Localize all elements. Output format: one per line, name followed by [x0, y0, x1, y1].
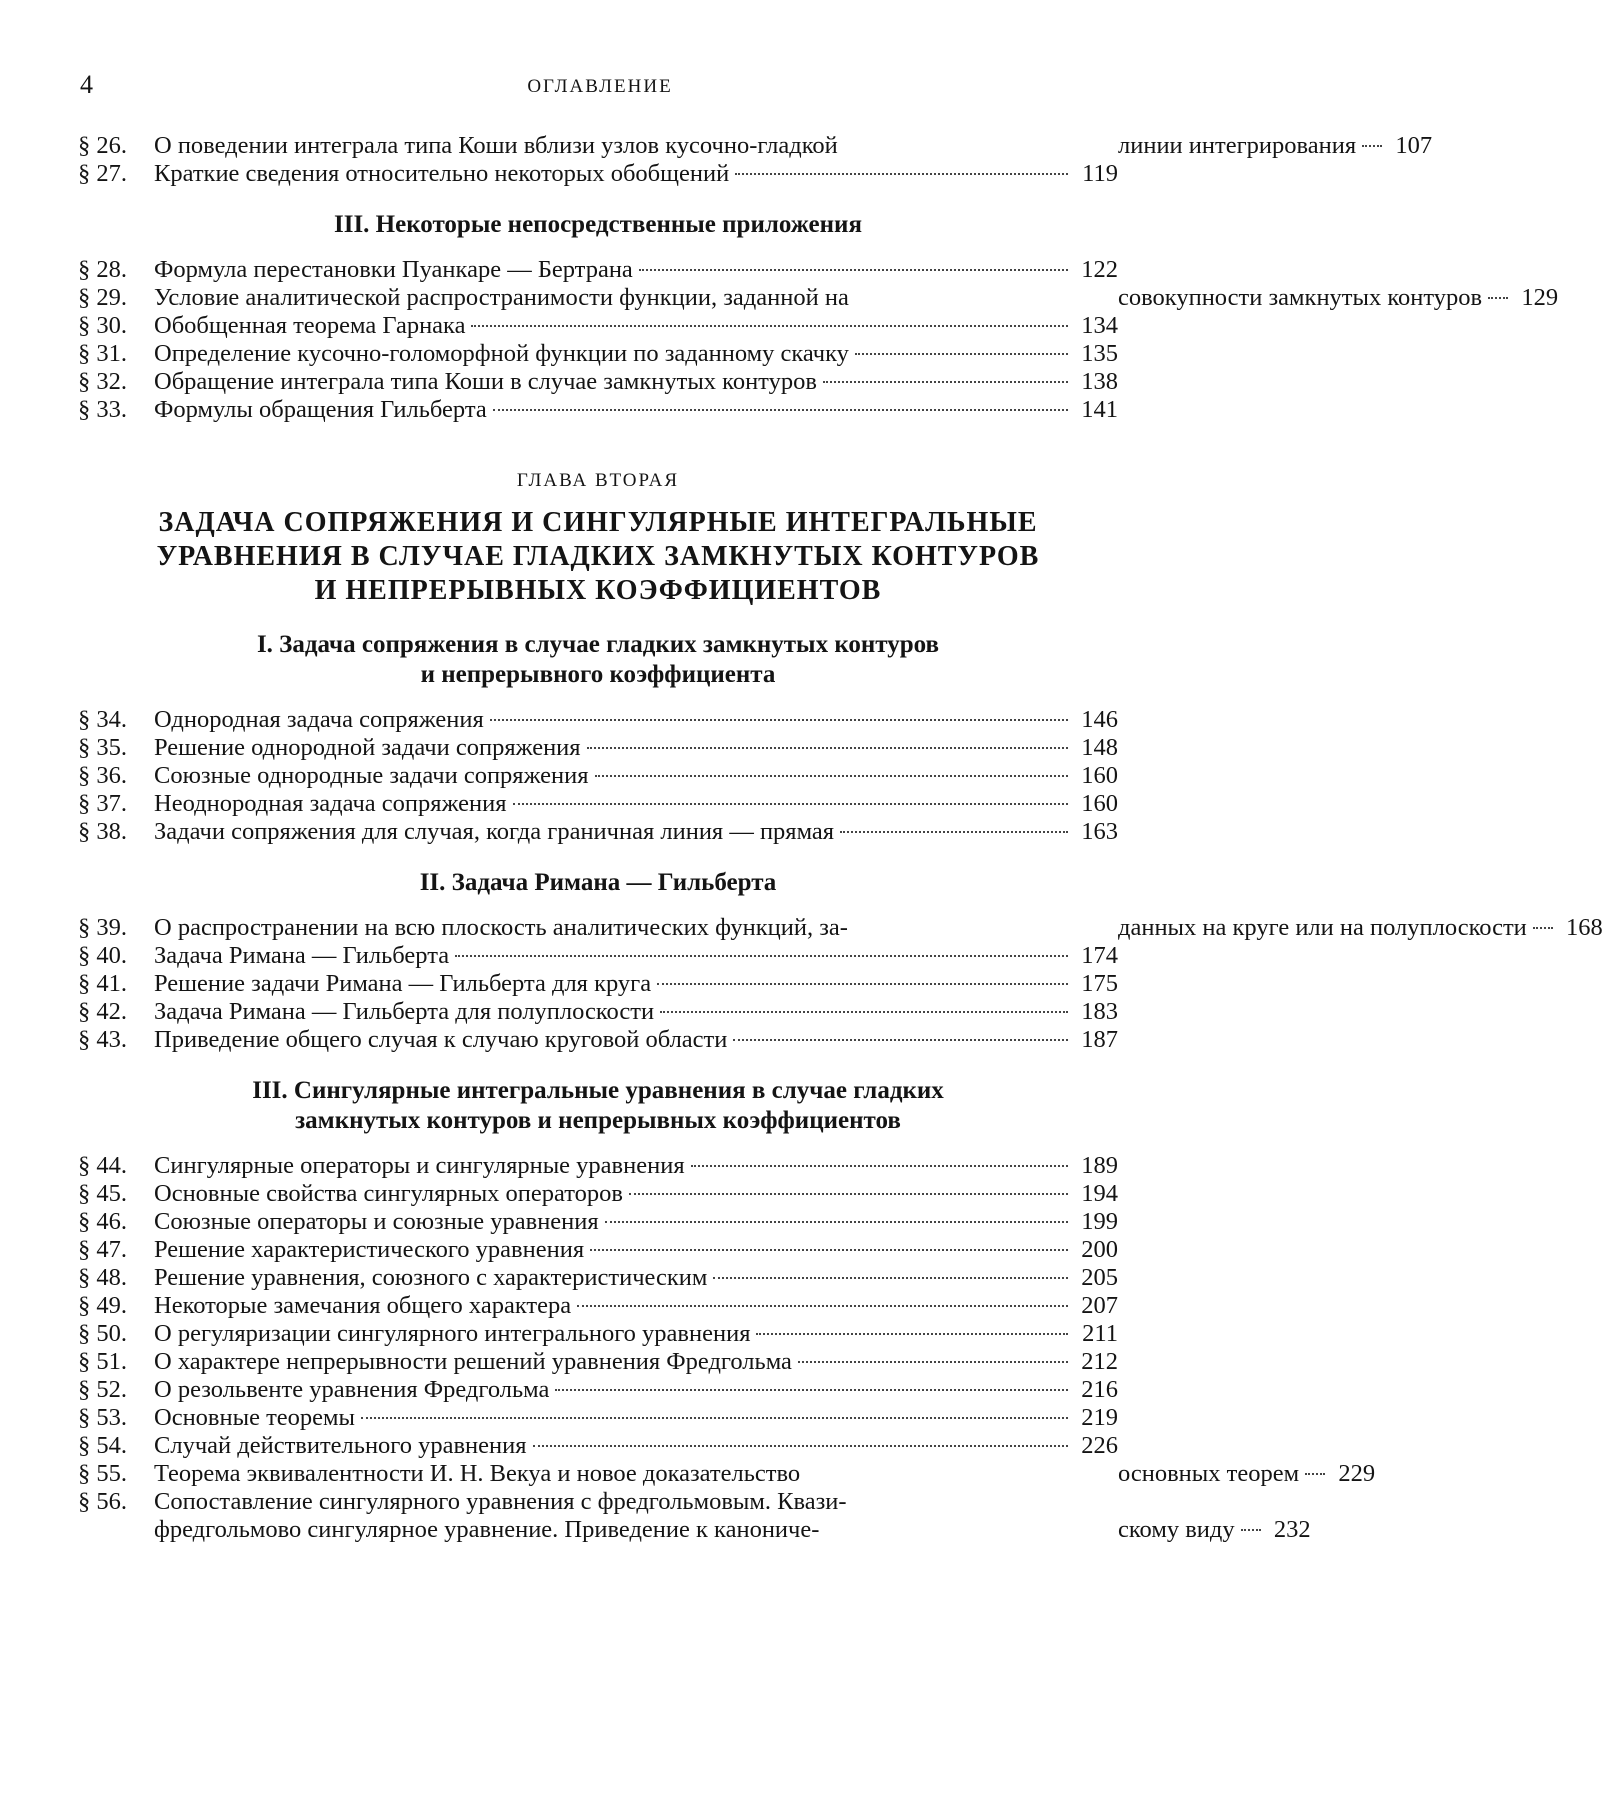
entry-title-line: О распространении на всю плоскость аналитических функций, за- [154, 914, 848, 941]
running-title: ОГЛАВЛЕНИЕ [527, 76, 673, 97]
entry-last-line [154, 1404, 1118, 1432]
dot-leader [493, 409, 1068, 411]
entry-title: данных на круге или на полуплоскости [1118, 914, 1527, 941]
part-heading-line: и непрерывного коэффициента [420, 661, 776, 688]
toc-entry [78, 1460, 1376, 1488]
entry-last-line [154, 1432, 1118, 1460]
dot-leader [490, 719, 1068, 721]
dot-leader [1362, 145, 1382, 147]
entry-body [154, 1320, 1118, 1348]
dot-leader [361, 1417, 1068, 1419]
entry-last-line [154, 790, 1118, 818]
page-ref: 232 [1273, 1516, 1311, 1543]
entry-title: Задача Римана — Гильберта [154, 942, 450, 969]
page-ref: 135 [1081, 340, 1118, 367]
entry-body [154, 706, 1118, 734]
page-ref: 174 [1081, 942, 1118, 969]
entry-last-line [154, 256, 1118, 284]
chapter-title-line: УРАВНЕНИЯ В СЛУЧАЕ ГЛАДКИХ ЗАМКНУТЫХ КОНТУРОВ [156, 541, 1040, 572]
section-number: § 50. [78, 1320, 127, 1347]
section-number: § 56. [78, 1488, 127, 1515]
dot-leader [855, 353, 1068, 355]
entry-title-line: фредгольмово сингулярное уравнение. Приведение к канониче- [154, 1516, 820, 1543]
toc-entry [78, 284, 1559, 312]
entry-title: скому виду [1118, 1516, 1235, 1543]
page-ref: 189 [1081, 1152, 1118, 1179]
section-number: § 42. [78, 998, 127, 1025]
section-number: § 26. [78, 132, 127, 159]
section-number: § 35. [78, 734, 127, 761]
toc-entry [78, 790, 1118, 818]
entry-body [154, 1376, 1118, 1404]
entry-title-line: О поведении интеграла типа Коши вблизи узлов кусочно-гладкой [154, 132, 838, 159]
chapter-title [78, 506, 1118, 608]
entry-title: линии интегрирования [1118, 132, 1357, 159]
section-number: § 27. [78, 160, 127, 187]
entry-body [154, 942, 1118, 970]
entry-title: Сингулярные операторы и сингулярные уравнения [154, 1152, 685, 1179]
page-ref: 146 [1081, 706, 1118, 733]
dot-leader [798, 1361, 1068, 1363]
entry-title: Некоторые замечания общего характера [154, 1292, 572, 1319]
entry-body [154, 132, 1433, 160]
entry-title: Случай действительного уравнения [154, 1432, 527, 1459]
entry-title-line: Сопоставление сингулярного уравнения с фредгольмовым. Квази- [154, 1488, 847, 1515]
section-number: § 41. [78, 970, 127, 997]
page-number: 4 [80, 70, 93, 99]
toc-entry [78, 1180, 1118, 1208]
toc-entry [78, 1292, 1118, 1320]
entry-body [154, 340, 1118, 368]
toc-entry [78, 340, 1118, 368]
page-ref: 175 [1081, 970, 1118, 997]
entry-title: Решение однородной задачи сопряжения [154, 734, 581, 761]
entry-last-line [154, 706, 1118, 734]
entry-body [154, 312, 1118, 340]
entry-body [154, 1026, 1118, 1054]
dot-leader [660, 1011, 1068, 1013]
section-number: § 46. [78, 1208, 127, 1235]
entry-last-line [154, 1026, 1118, 1054]
part-heading-conjugation [78, 630, 1118, 690]
dot-leader [713, 1277, 1068, 1279]
entry-title: Задачи сопряжения для случая, когда граничная линия — прямая [154, 818, 835, 845]
toc-entry [78, 1152, 1118, 1180]
toc-entry [78, 1488, 1311, 1544]
section-number: § 28. [78, 256, 127, 283]
page-ref: 168 [1566, 914, 1603, 941]
entry-last-line [154, 1208, 1118, 1236]
toc-entry [78, 396, 1118, 424]
page-ref: 122 [1081, 256, 1118, 283]
toc-entry [78, 942, 1118, 970]
entry-body [154, 256, 1118, 284]
section-number: § 48. [78, 1264, 127, 1291]
dot-leader [629, 1193, 1068, 1195]
entry-last-line [154, 942, 1118, 970]
page-header [0, 70, 1200, 100]
part-heading-line: I. Задача сопряжения в случае гладких замкнутых контуров [256, 631, 940, 658]
dot-leader [639, 269, 1068, 271]
section-number: § 31. [78, 340, 127, 367]
toc-entry [78, 914, 1603, 942]
dot-leader [691, 1165, 1068, 1167]
section-number: § 40. [78, 942, 127, 969]
entry-title: основных теорем [1118, 1460, 1300, 1487]
page-ref: 219 [1081, 1404, 1118, 1431]
entry-title: Обращение интеграла типа Коши в случае замкнутых контуров [154, 368, 817, 395]
part-heading-applications: III. Некоторые непосредственные приложения [333, 211, 862, 238]
toc-entry [78, 970, 1118, 998]
entry-title: Основные свойства сингулярных операторов [154, 1180, 623, 1207]
entry-body [154, 368, 1118, 396]
page-ref: 212 [1081, 1348, 1118, 1375]
toc-entry [78, 706, 1118, 734]
toc-entry [78, 1404, 1118, 1432]
dot-leader [1305, 1473, 1325, 1475]
section-number: § 54. [78, 1432, 127, 1459]
page-ref: 107 [1395, 132, 1433, 159]
section-number: § 51. [78, 1348, 127, 1375]
entry-title: О характере непрерывности решений уравнения Фредгольма [154, 1348, 792, 1375]
page-ref: 205 [1081, 1264, 1118, 1291]
entry-last-line [154, 1320, 1118, 1348]
page-ref: 129 [1521, 284, 1559, 311]
chapter-label: ГЛАВА ВТОРАЯ [516, 470, 680, 491]
entry-last-line [154, 1292, 1118, 1320]
section-number: § 53. [78, 1404, 127, 1431]
page-ref: 200 [1081, 1236, 1118, 1263]
toc-content [78, 132, 1603, 1544]
entry-body [154, 998, 1118, 1026]
dot-leader [733, 1039, 1068, 1041]
entry-body [154, 790, 1118, 818]
page-ref: 187 [1081, 1026, 1118, 1053]
dot-leader [533, 1445, 1068, 1447]
toc-entry [78, 1320, 1118, 1348]
entry-body [154, 1488, 1311, 1544]
page-ref: 194 [1081, 1180, 1118, 1207]
toc-entry [78, 1376, 1118, 1404]
entry-last-line [154, 396, 1118, 424]
entry-body [154, 284, 1559, 312]
entry-body [154, 762, 1118, 790]
entry-last-line [154, 368, 1118, 396]
entry-title: Решение задачи Римана — Гильберта для круга [154, 970, 652, 997]
chapter-title-line: И НЕПРЕРЫВНЫХ КОЭФФИЦИЕНТОВ [314, 575, 882, 606]
entry-last-line [154, 160, 1118, 188]
page-ref: 211 [1082, 1320, 1118, 1347]
chapter-title-line: ЗАДАЧА СОПРЯЖЕНИЯ И СИНГУЛЯРНЫЕ ИНТЕГРАЛЬНЫЕ [158, 507, 1038, 538]
toc-entry [78, 734, 1118, 762]
dot-leader [1241, 1529, 1261, 1531]
entry-body [154, 1264, 1118, 1292]
toc-entry [78, 1264, 1118, 1292]
entry-title: Формулы обращения Гильберта [154, 396, 487, 423]
section-number: § 39. [78, 914, 127, 941]
entry-title: Основные теоремы [154, 1404, 355, 1431]
section-number: § 30. [78, 312, 127, 339]
dot-leader [756, 1333, 1068, 1335]
section-number: § 32. [78, 368, 127, 395]
entry-body [154, 734, 1118, 762]
entry-last-line [154, 970, 1118, 998]
entry-title: Краткие сведения относительно некоторых обобщений [154, 160, 730, 187]
entry-body [154, 914, 1603, 942]
entry-title: Однородная задача сопряжения [154, 706, 484, 733]
page-ref: 141 [1081, 396, 1118, 423]
section-number: § 33. [78, 396, 127, 423]
page-ref: 199 [1081, 1208, 1118, 1235]
entry-title: Определение кусочно-голоморфной функции по заданному скачку [154, 340, 849, 367]
page-ref: 160 [1081, 762, 1118, 789]
part-heading-singular-equations [78, 1076, 1118, 1136]
page-ref: 148 [1081, 734, 1118, 761]
page-ref: 216 [1081, 1376, 1118, 1403]
entry-title: Решение уравнения, союзного с характеристическим [154, 1264, 708, 1291]
dot-leader [657, 983, 1068, 985]
page-ref: 138 [1081, 368, 1118, 395]
entry-title-line: Условие аналитической распространимости функции, заданной на [154, 284, 849, 311]
toc-entry [78, 1208, 1118, 1236]
toc-entry [78, 818, 1118, 846]
toc-block-4 [78, 914, 1603, 1054]
dot-leader [471, 325, 1068, 327]
entry-title: Приведение общего случая к случаю круговой области [154, 1026, 728, 1053]
section-number: § 49. [78, 1292, 127, 1319]
section-number: § 47. [78, 1236, 127, 1263]
section-number: § 45. [78, 1180, 127, 1207]
entry-title: Формула перестановки Пуанкаре — Бертрана [154, 256, 633, 283]
dot-leader [1488, 297, 1508, 299]
entry-last-line [154, 340, 1118, 368]
section-number: § 55. [78, 1460, 127, 1487]
dot-leader [455, 955, 1068, 957]
entry-last-line [154, 762, 1118, 790]
entry-body [154, 1432, 1118, 1460]
entry-title: Союзные операторы и союзные уравнения [154, 1208, 599, 1235]
entry-body [154, 970, 1118, 998]
page-ref: 207 [1081, 1292, 1118, 1319]
section-number: § 37. [78, 790, 127, 817]
entry-last-line [154, 1152, 1118, 1180]
part-heading-line: замкнутых контуров и непрерывных коэффициентов [295, 1107, 901, 1134]
section-number: § 44. [78, 1152, 127, 1179]
entry-body [154, 1180, 1118, 1208]
toc-entry [78, 1432, 1118, 1460]
entry-body [154, 1460, 1376, 1488]
entry-last-line [154, 818, 1118, 846]
entry-last-line [154, 1236, 1118, 1264]
dot-leader [590, 1249, 1068, 1251]
entry-body [154, 818, 1118, 846]
dot-leader [605, 1221, 1068, 1223]
toc-block-1 [78, 132, 1433, 188]
dot-leader [823, 381, 1068, 383]
entry-last-line [154, 1264, 1118, 1292]
toc-entry [78, 256, 1118, 284]
page-ref: 119 [1082, 160, 1118, 187]
section-number: § 29. [78, 284, 127, 311]
toc-entry [78, 160, 1118, 188]
entry-body [154, 1152, 1118, 1180]
toc-entry [78, 1026, 1118, 1054]
section-number: § 43. [78, 1026, 127, 1053]
toc-entry [78, 1348, 1118, 1376]
toc-entry [78, 312, 1118, 340]
dot-leader [587, 747, 1068, 749]
entry-title: совокупности замкнутых контуров [1118, 284, 1483, 311]
entry-title-line: Теорема эквивалентности И. Н. Векуа и новое доказательство [154, 1460, 801, 1487]
dot-leader [840, 831, 1068, 833]
entry-body [154, 1292, 1118, 1320]
entry-last-line [154, 1180, 1118, 1208]
entry-title: Неоднородная задача сопряжения [154, 790, 507, 817]
toc-entry [78, 998, 1118, 1026]
dot-leader [555, 1389, 1068, 1391]
entry-title: О регуляризации сингулярного интегрального уравнения [154, 1320, 751, 1347]
toc-entry [78, 368, 1118, 396]
entry-body [154, 160, 1118, 188]
entry-body [154, 1404, 1118, 1432]
dot-leader [577, 1305, 1068, 1307]
toc-block-5 [78, 1152, 1376, 1544]
entry-title: Решение характеристического уравнения [154, 1236, 585, 1263]
section-number: § 38. [78, 818, 127, 845]
toc-entry [78, 1236, 1118, 1264]
entry-body [154, 1236, 1118, 1264]
page-ref: 226 [1081, 1432, 1118, 1459]
toc-block-2 [78, 256, 1559, 424]
entry-title: О резольвенте уравнения Фредгольма [154, 1376, 550, 1403]
section-number: § 34. [78, 706, 127, 733]
toc-entry [78, 762, 1118, 790]
toc-block-3 [78, 706, 1118, 846]
page-ref: 229 [1338, 1460, 1376, 1487]
entry-body [154, 1348, 1118, 1376]
page-ref: 163 [1081, 818, 1118, 845]
page-ref: 183 [1081, 998, 1118, 1025]
section-number: § 52. [78, 1376, 127, 1403]
entry-title: Задача Римана — Гильберта для полуплоскости [154, 998, 655, 1025]
entry-body [154, 396, 1118, 424]
entry-body [154, 1208, 1118, 1236]
dot-leader [735, 173, 1068, 175]
dot-leader [513, 803, 1068, 805]
part-heading-riemann-hilbert: II. Задача Римана — Гильберта [419, 869, 777, 896]
entry-last-line [154, 734, 1118, 762]
section-number: § 36. [78, 762, 127, 789]
page-ref: 134 [1081, 312, 1118, 339]
entry-last-line [154, 1376, 1118, 1404]
entry-last-line [154, 1348, 1118, 1376]
page-ref: 160 [1081, 790, 1118, 817]
dot-leader [595, 775, 1068, 777]
entry-title: Союзные однородные задачи сопряжения [154, 762, 589, 789]
entry-last-line [154, 998, 1118, 1026]
entry-title: Обобщенная теорема Гарнака [154, 312, 466, 339]
toc-entry [78, 132, 1433, 160]
dot-leader [1533, 927, 1553, 929]
entry-last-line [154, 312, 1118, 340]
part-heading-line: III. Сингулярные интегральные уравнения в случае гладких [252, 1077, 944, 1104]
